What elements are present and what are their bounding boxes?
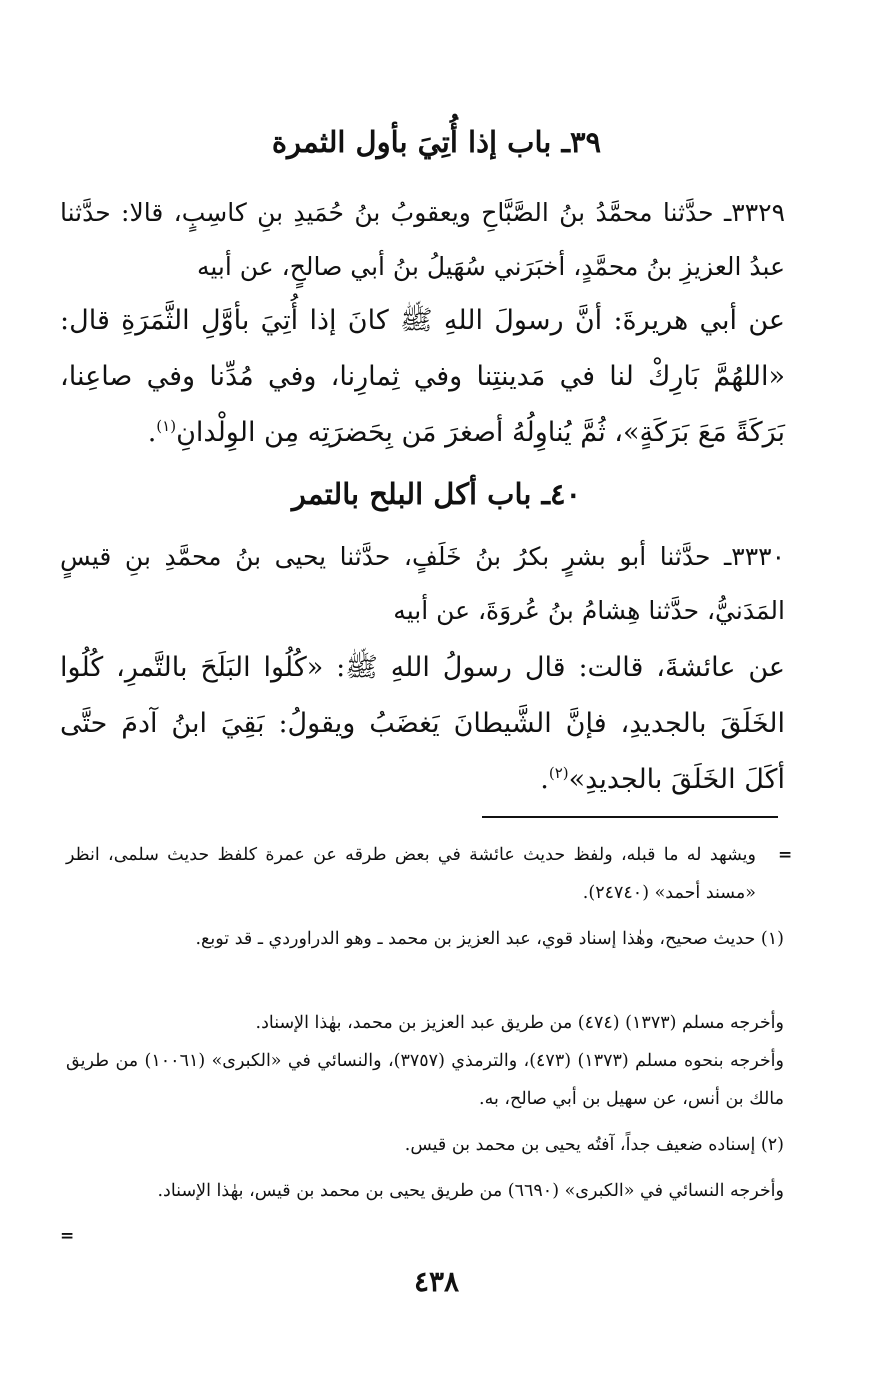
chapter-heading: ٤٠ـ باب أكل البلح بالتمر bbox=[291, 477, 582, 511]
hadith-matn-end: . bbox=[540, 764, 549, 795]
hadith-matn-text: عن عائشةَ، قالت: قال رسولُ اللهِ ﷺ: «كُلُوا البَلَحَ بالتَّمرِ، كُلُوا الخَلَقَ بالجديدِ، فإنَّ الشَّيطانَ يَغضَبُ ويقولُ: بَقِيَ ابنُ آدمَ حتَّى أكَلَ الخَلَقَ بالجديدِ» bbox=[60, 652, 785, 795]
footnote-1: (١) حديث صحيح، وهٰذا إسناد قوي، عبد العزيز بن محمد ـ وهو الدراوردي ـ قد توبع. bbox=[195, 929, 784, 949]
hadith-isnad: ٣٣٢٩ـ حدَّثنا محمَّدُ بنُ الصَّبَّاحِ ويعقوبُ بنُ حُمَيدِ بنِ كاسِبٍ، قالا: حدَّثنا عبدُ العزيزِ بنُ محمَّدٍ، أخبَرَني سُهَيلُ بنُ أبي صالحٍ، عن أبيه bbox=[60, 198, 785, 281]
footnote-1-line: وأخرجه مسلم (١٣٧٣) (٤٧٤) من طريق عبد العزيز بن محمد، بهٰذا الإسناد. bbox=[255, 1013, 784, 1033]
footnote-2-line: وأخرجه النسائي في «الكبرى» (٦٦٩٠) من طريق يحيى بن محمد بن قيس، بهٰذا الإسناد. bbox=[157, 1181, 784, 1201]
chapter-heading: ٣٩ـ باب إذا أُتِيَ بأول الثمرة bbox=[271, 125, 602, 159]
hadith-matn bbox=[60, 640, 785, 808]
footnote-reference: (١) bbox=[156, 417, 177, 435]
footnote-continued: ويشهد له ما قبله، ولفظ حديث عائشة في بعض طرقه عن عمرة كلفظ حديث سلمى، انظر «مسند أحمد» (٢٤٧٤٠). bbox=[66, 845, 756, 903]
footnote-divider bbox=[482, 816, 778, 818]
footnote-2: (٢) إسناده ضعيف جداً، آفتُه يحيى بن محمد بن قيس. bbox=[404, 1135, 784, 1155]
continuation-marker: = bbox=[778, 845, 793, 865]
hadith-isnad: ٣٣٣٠ـ حدَّثنا أبو بشرٍ بكرُ بنُ خَلَفٍ، حدَّثنا يحيى بنُ محمَّدِ بنِ قيسٍ المَدَنيُّ، حدَّثنا هِشامُ بنُ عُروَةَ، عن أبيه bbox=[60, 542, 785, 625]
hadith-matn-text: عن أبي هريرةَ: أنَّ رسولَ اللهِ ﷺ كانَ إذا أُتِيَ بأوَّلِ الثَّمَرَةِ قال: «اللهُمَّ بَارِكْ لنا في مَدينتِنا وفي ثِمارِنا، وفي مُدِّنا وفي صاعِنا، بَرَكَةً مَعَ بَرَكَةٍ»، ثُمَّ يُناوِلُهُ أصغرَ مَن بِحَضرَتِه مِن الوِلْدانِ bbox=[60, 305, 785, 448]
hadith-matn bbox=[60, 293, 785, 461]
footnote-reference: (٢) bbox=[548, 764, 569, 782]
footnote-1-line: وأخرجه بنحوه مسلم (١٣٧٣) (٤٧٣)، والترمذي (٣٧٥٧)، والنسائي في «الكبرى» (١٠٠٦١) من طريق مالك بن أنس، عن سهيل بن أبي صالح، به. bbox=[66, 1051, 784, 1109]
hadith-matn-end: . bbox=[147, 417, 157, 448]
continuation-marker: = bbox=[60, 1226, 75, 1246]
page-number: ٤٣٨ bbox=[413, 1265, 460, 1298]
